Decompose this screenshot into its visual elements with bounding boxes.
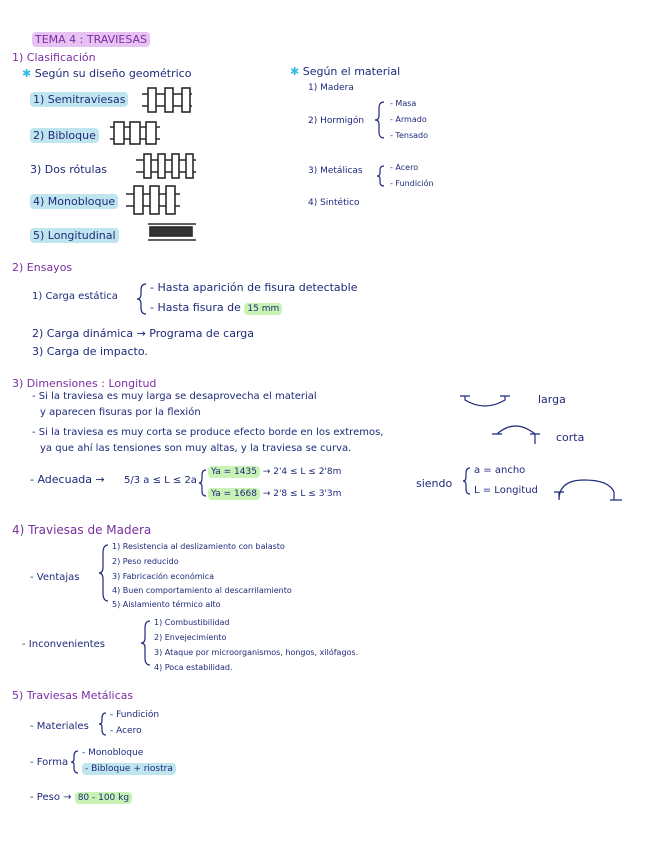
larga-curve [460,396,510,406]
ventajas-label: - Ventajas [30,572,80,583]
ventajas-item-3: 3) Fabricación económica [112,572,215,581]
adecuada-curve [554,480,622,500]
design-heading: ✱ Según su diseño geométrico [22,67,192,80]
materiales-sub-2: - Acero [110,726,142,736]
label-corta: corta [556,431,585,444]
carga-estatica-sub-1: - Hasta aparición de fisura detectable [150,281,358,294]
section-5-heading: 5) Traviesas Metálicas [12,689,134,702]
adecuada-formula: 5/3 a ≤ L ≤ 2a [124,475,197,486]
range-1435: Ya = 1435 → 2'4 ≤ L ≤ 2'8m [208,468,341,477]
design-item-2: 2) Bibloque [30,130,99,141]
ventajas-item-5: 5) Aislamiento térmico alto [112,600,221,609]
def-l: L = Longitud [474,485,538,496]
monobloque-sketch [126,186,180,214]
bibloque-sketch [110,122,160,144]
ventajas-item-4: 4) Buen comportamiento al descarrilamiento [112,586,292,595]
peso-label: - Peso → 80 - 100 kg [30,793,132,803]
star-icon: ✱ [22,67,32,80]
adecuada-label: - Adecuada → [30,473,105,486]
section-4-heading: 4) Traviesas de Madera [12,523,152,537]
ventajas-item-1: 1) Resistencia al deslizamiento con balasto [112,542,285,551]
carga-estatica: 1) Carga estática [32,291,118,302]
section-2-heading: 2) Ensayos [12,261,73,274]
materiales-label: - Materiales [30,721,89,732]
siendo-label: siendo [416,477,453,490]
inconvenientes-label: - Inconvenientes [22,639,105,650]
def-a: a = ancho [474,465,526,476]
dim-line-3: - Si la traviesa es muy corta se produce efecto borde en los extremos, [32,427,384,438]
design-item-1: 1) Semitraviesas [30,94,128,105]
inconvenientes-item-1: 1) Combustibilidad [154,618,230,627]
hormigon-sub-3: - Tensado [390,131,428,140]
inconvenientes-item-2: 2) Envejecimiento [154,633,227,642]
carga-dinamica: 2) Carga dinámica → Programa de carga [32,327,255,340]
dim-line-1: - Si la traviesa es muy larga se desaprovecha el material [32,391,317,402]
semitraviesas-sketch [142,88,192,112]
metalicas-sub-2: - Fundición [390,179,434,188]
material-madera: 1) Madera [308,83,354,93]
materiales-sub-1: - Fundición [110,710,160,720]
forma-label: - Forma [30,757,69,768]
carga-estatica-sub-2: - Hasta fisura de 15 mm [150,302,282,314]
material-sintetico: 4) Sintético [308,198,360,208]
design-item-5: 5) Longitudinal [30,230,119,241]
corta-curve [492,426,540,444]
carga-impacto: 3) Carga de impacto. [32,345,148,358]
inconvenientes-item-3: 3) Ataque por microorganismos, hongos, xilófagos. [154,648,359,657]
design-item-4: 4) Monobloque [30,196,118,207]
page-title: TEMA 4 : TRAVIESAS [32,34,150,45]
section-1-heading: 1) Clasificación [12,51,96,64]
section-3-heading: 3) Dimensiones : Longitud [12,377,157,390]
metalicas-sub-1: - Acero [390,163,419,172]
dim-line-2: y aparecen fisuras por la flexión [40,407,201,418]
material-heading: ✱ Según el material [290,65,401,78]
hormigon-sub-2: - Armado [390,115,427,124]
star-icon: ✱ [290,65,300,78]
ventajas-item-2: 2) Peso reducido [112,557,179,566]
material-metalicas: 3) Metálicas [308,166,363,176]
forma-sub-2: - Bibloque + riostra [82,765,176,774]
material-hormigon: 2) Hormigón [308,116,365,126]
forma-sub-1: - Monobloque [82,748,144,758]
range-1668: Ya = 1668 → 2'8 ≤ L ≤ 3'3m [208,490,341,499]
label-larga: larga [538,393,566,406]
inconvenientes-item-4: 4) Poca estabilidad. [154,663,233,672]
dos-rotulas-sketch [136,154,196,178]
longitudinal-sketch [148,224,196,240]
dim-line-4: ya que ahí las tensiones son muy altas, y la traviesa se curva. [40,443,352,454]
hormigon-sub-1: - Masa [390,99,417,108]
design-item-3: 3) Dos rótulas [30,163,108,176]
